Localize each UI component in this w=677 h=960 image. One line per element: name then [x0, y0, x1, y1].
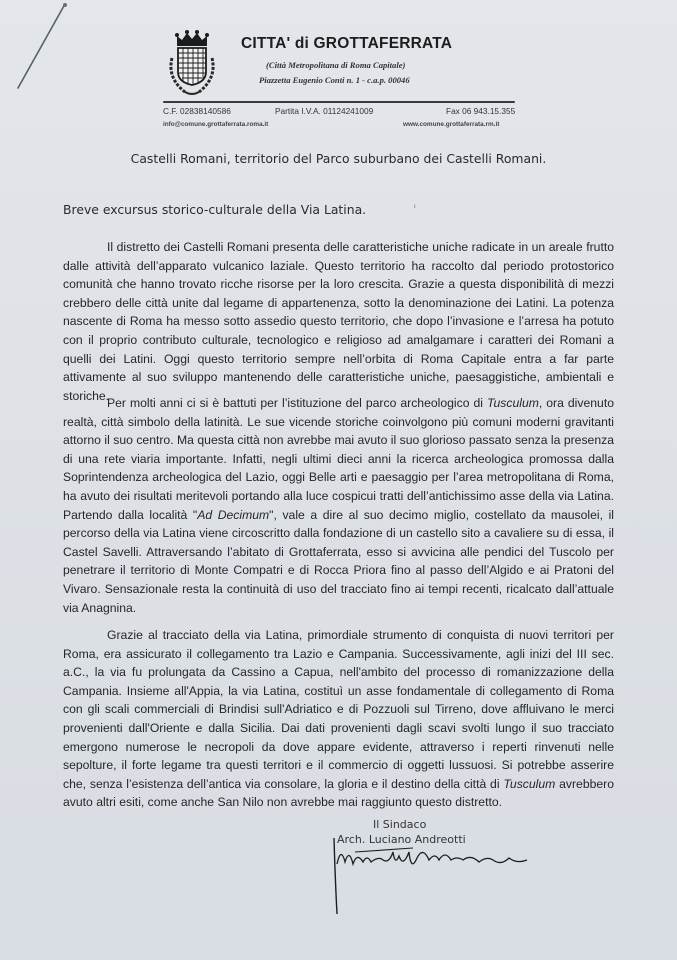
paragraph-text: Grazie al tracciato della via Latina, primordiale strumento di conquista di nuovi territori per Roma, era assicurato il collegamento tra Lazio e Campania. Successivamente, agli inizi del III sec. a.C., la via fu prolungata da Cassino a Capua, nell'ambito del processo di romanizzazione della Campania. Insieme all'Appia, la via Latina, costituì un asse fondamentale di collegamento di Roma con gli scali commerciali di Brindisi sull'Adriatico e di Pozzuoli sul Tirreno, dove affluivano le merci provenienti dall'Oriente e dalla Sicilia. Dai dati provenienti dagli scavi svolti lungo il suo tracciato emergono numerose le necropoli da dove appare evidente, attraverso i reperti rinvenuti nelle sepolture, il forte legame tra questi territori e il commercio di oggetti lussuosi. Si potrebbe asserire che, senza l’esistenza dell’antica via consolare, la gloria e il destino della città di [63, 628, 614, 791]
paragraph-text: ", vale a dire al suo decimo miglio, costellato da mausolei, il percorso della via Latina viene circoscritto dalla fondazione di un castello sito a cavaliere su di essa, il Castel Savelli. Attraversando l’abitato di Grottaferrata, esso si avvicina alle pendici del Tuscolo per penetrare il territorio di Monte Compatri e di Rocca Priora fino al passo dell’Algido e ai Pratoni del Vivaro. Sensazionale resta la continuità di uso del tracciato fino ai tempi recenti, ricalcato dall’attuale via Anagnina. [63, 507, 614, 615]
paragraph-text: Il distretto dei Castelli Romani presenta delle caratteristiche uniche radicate in un areale frutto dalle attività dell’apparato vulcanico laziale. Questo territorio ha raccolto dal periodo protostorico comunità che hanno trovato ricche risorse per la loro crescita. Grazie a questa disponibilità di mezzi crebbero delle città unite dal legame di appartenenza, sotto la denominazione dei Latini. La potenza nascente di Roma ha messo sotto assedio questo territorio, che dopo l’invasione e l’arresa ha potuto con il proprio contributo culturale, tecnologico e religioso ad amalgamare i caratteri dei Romani a quelli dei Latini. Oggi questo territorio sempre nell’orbita di Roma Capitale entra a far parte attivamente al suo sviluppo mantenendo delle caratteristiche uniche, paesaggistiche, ambientali e storiche. [63, 240, 614, 403]
email-address: info@comune.grottaferrata.roma.it [163, 121, 269, 128]
stray-mark: ı [414, 203, 416, 210]
paragraph-1 [63, 238, 614, 405]
city-subtitle: (Città Metropolitana di Roma Capitale) [266, 60, 406, 70]
website-address: www.comune.grottaferrata.rm.it [403, 121, 500, 128]
header-divider [163, 101, 515, 103]
italic-term: Ad Decimum [197, 507, 270, 522]
document-heading: Breve excursus storico-culturale della Via Latina. [63, 202, 367, 217]
handwritten-signature [331, 826, 581, 918]
paragraph-text: , ora divenuto realtà, città simbolo della latinità. Le sue vicende storiche coinvolgono più comuni moderni gravitanti attorno il suo centro. Ma questa città non avrebbe mai avuto il suo glorioso passato senza la presenza di una rete viaria importante. Infatti, negli ultimi dieci anni la ricerca archeologica promossa dalla Soprintendenza archeologica del Lazio, oggi Belle arti e paesaggio per l’area metropolitana di Roma, ha avuto dei risultati meritevoli portando alla luce cospicui tratti dell’antichissimo asse della via Latina. Partendo dalla località " [63, 396, 614, 522]
italic-term: Tusculum [486, 396, 539, 410]
italic-term: Tusculum [503, 776, 556, 791]
document-subtitle: Castelli Romani, territorio del Parco suburbano dei Castelli Romani. [130, 151, 547, 166]
letterhead [163, 28, 523, 100]
pen-stroke-mark [8, 2, 68, 90]
paragraph-text: avrebbero avuto altri esiti, come anche San Nilo non avrebbe mai raggiunto questo distretto. [63, 776, 614, 810]
fax-number: Fax 06 943.15.355 [446, 106, 516, 116]
signer-role: Il Sindaco [373, 818, 427, 831]
paragraph-2 [63, 394, 614, 617]
city-title: CITTA' di GROTTAFERRATA [241, 35, 453, 52]
paragraph-3 [63, 626, 614, 812]
signer-name: Arch. Luciano Andreotti [337, 833, 466, 846]
signature-block [331, 818, 611, 918]
city-address: Piazzetta Eugenio Conti n. 1 - c.a.p. 00046 [259, 75, 410, 85]
crowned-shield-emblem-icon [163, 28, 221, 98]
codice-fiscale: C.F. 02838140586 [163, 106, 231, 116]
paragraph-text: Per molti anni ci si è battuti per l’istituzione del parco archeologico di [107, 396, 487, 410]
partita-iva: Partita I.V.A. 01124241009 [275, 106, 374, 116]
